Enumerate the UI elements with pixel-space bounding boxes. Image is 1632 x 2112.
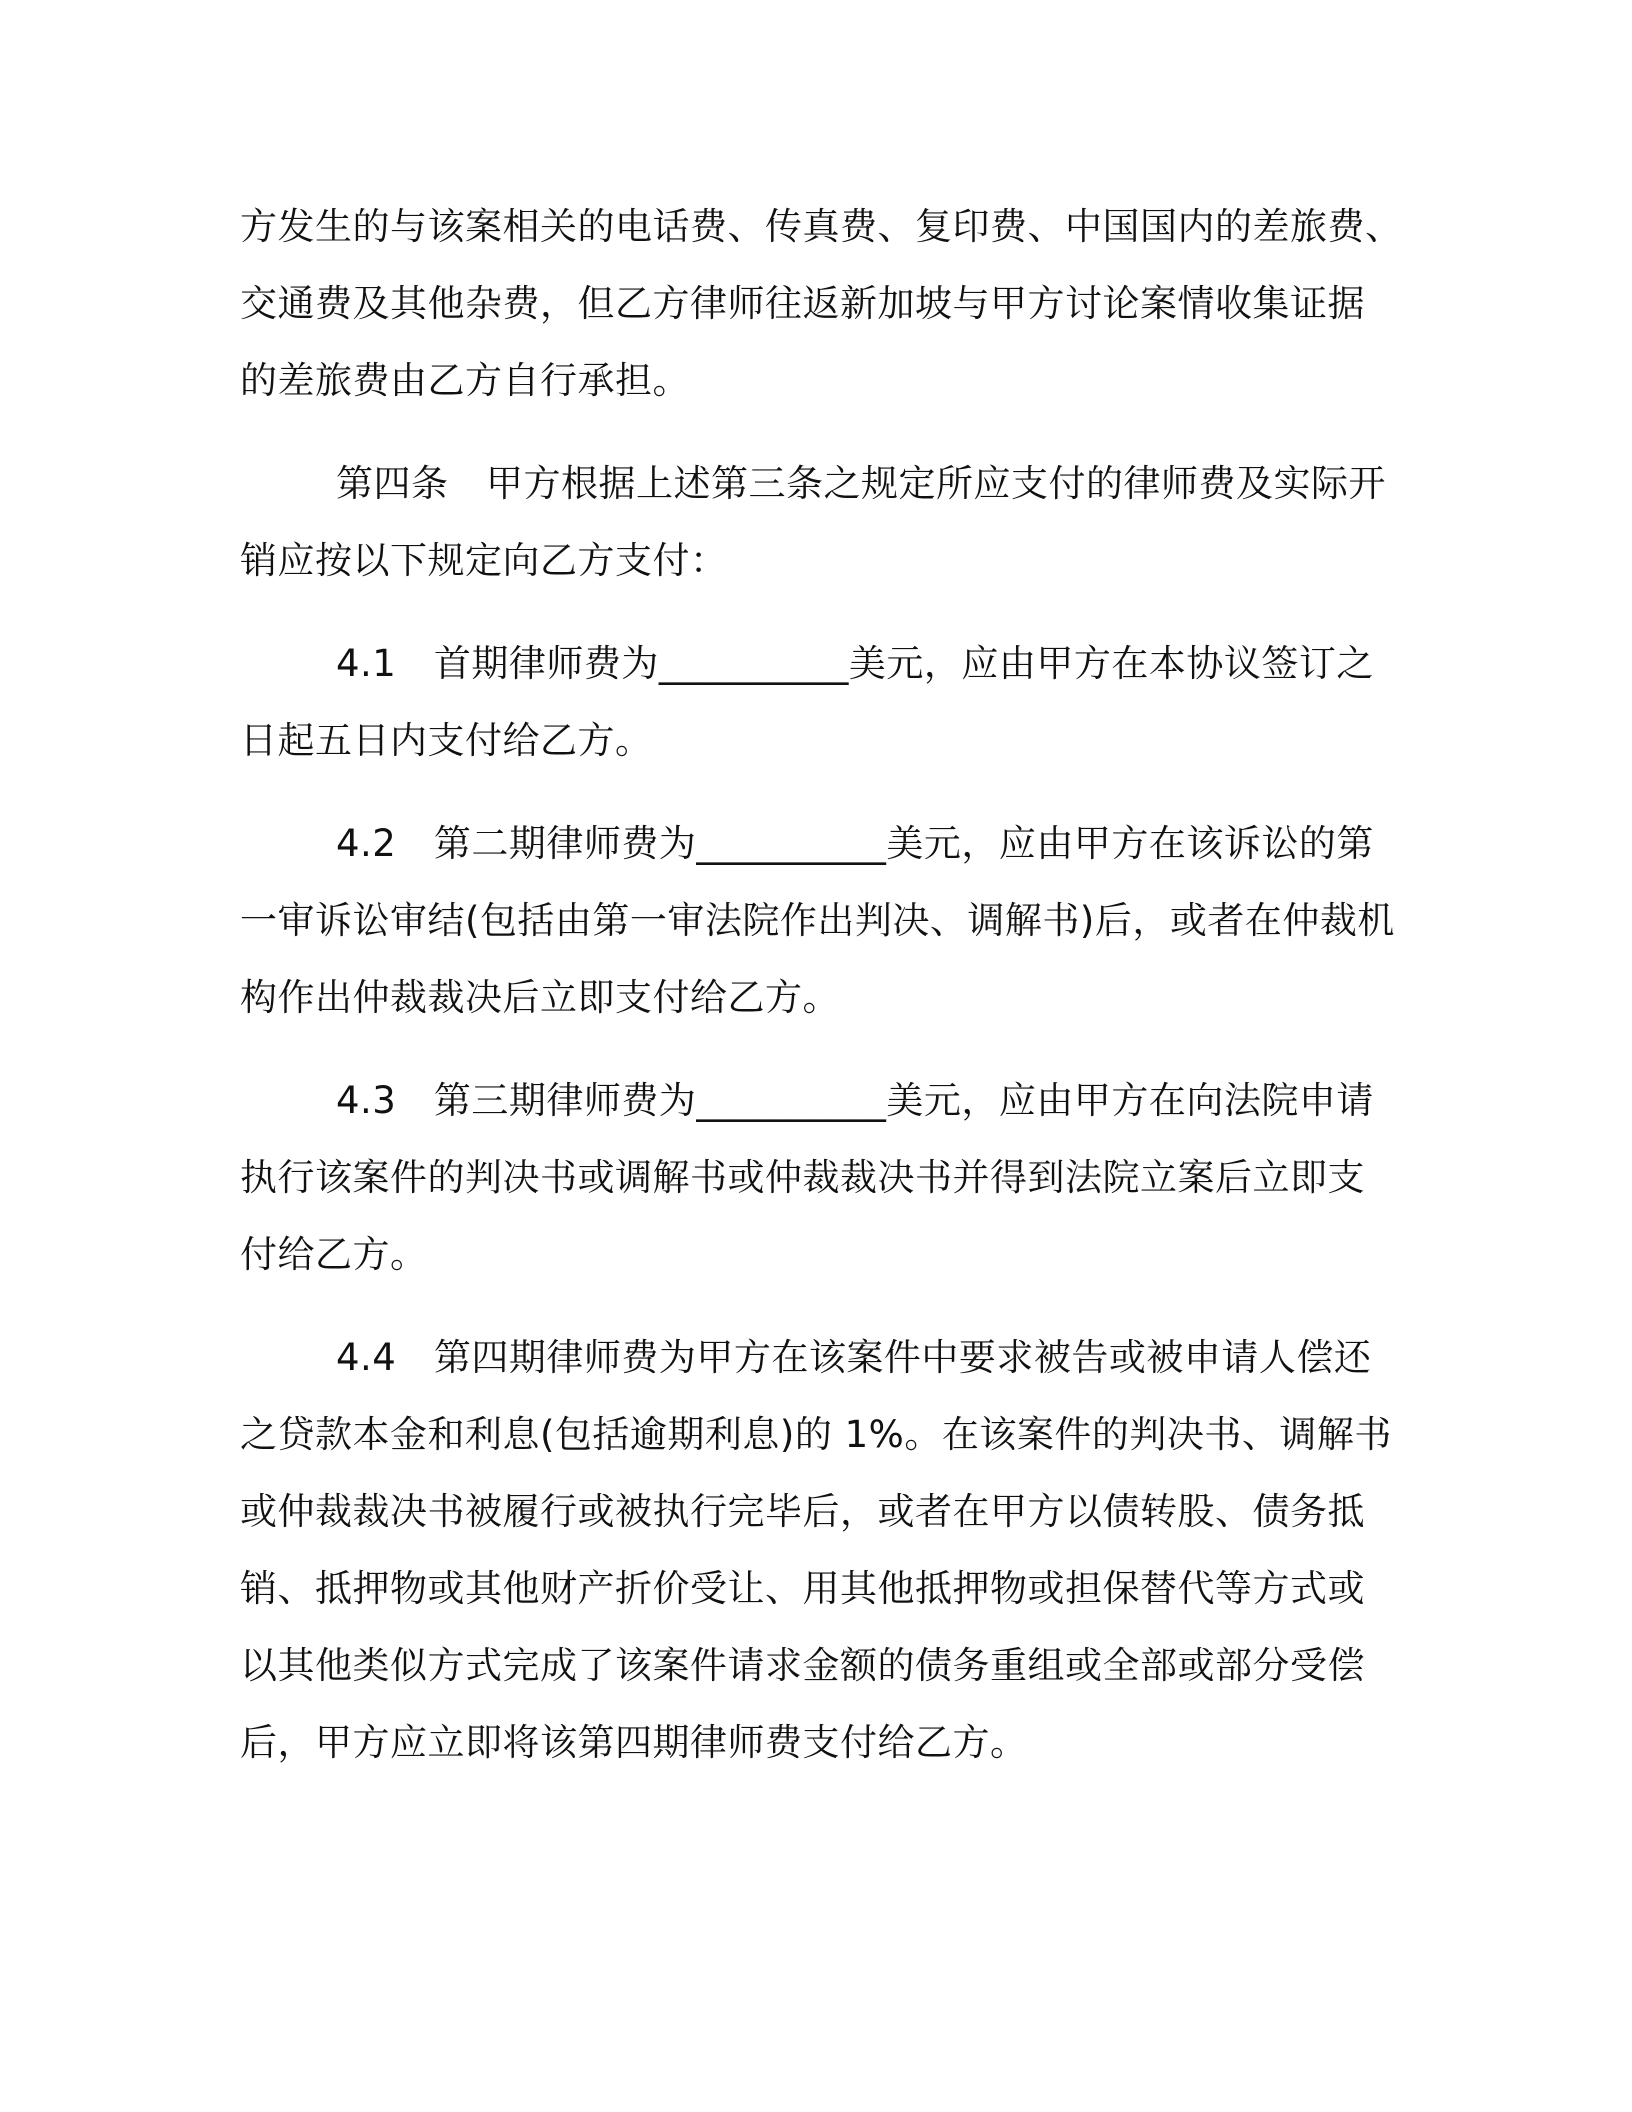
text-line: 后，甲方应立即将该第四期律师费支付给乙方。 — [240, 1721, 1028, 1764]
text-line: 第四条 甲方根据上述第三条之规定所应支付的律师费及实际开 — [336, 462, 1386, 505]
paragraph-spacer — [240, 1036, 1400, 1062]
paragraph-spacer — [240, 599, 1400, 625]
paragraph-spacer — [240, 779, 1400, 805]
text-line: 销应按以下规定向乙方支付： — [240, 539, 728, 582]
paragraph-article-4 — [240, 445, 1400, 599]
text-line: 之贷款本金和利息(包括逾期利息)的 1%。在该案件的判决书、调解书 — [240, 1413, 1392, 1456]
paragraph-spacer — [240, 1293, 1400, 1319]
document-page — [240, 188, 1403, 1781]
text-line: 交通费及其他杂费，但乙方律师往返新加坡与甲方讨论案情收集证据 — [240, 282, 1365, 325]
paragraph-clause-4-1 — [240, 625, 1400, 779]
paragraph-clause-4-2 — [240, 805, 1400, 1036]
text-line: 4.1 首期律师费为__________美元，应由甲方在本协议签订之 — [336, 642, 1374, 685]
paragraph-expenses — [240, 188, 1403, 419]
text-line: 销、抵押物或其他财产折价受让、用其他抵押物或担保替代等方式或 — [240, 1567, 1365, 1610]
text-line: 构作出仲裁裁决后立即支付给乙方。 — [240, 976, 840, 1019]
paragraph-spacer — [240, 419, 1400, 445]
text-line: 的差旅费由乙方自行承担。 — [240, 359, 690, 402]
text-line: 4.4 第四期律师费为甲方在该案件中要求被告或被申请人偿还 — [336, 1336, 1372, 1379]
text-line: 付给乙方。 — [240, 1233, 428, 1276]
text-line: 执行该案件的判决书或调解书或仲裁裁决书并得到法院立案后立即支 — [240, 1156, 1365, 1199]
text-line: 方发生的与该案相关的电话费、传真费、复印费、中国国内的差旅费、 — [240, 205, 1403, 248]
text-line: 一审诉讼审结(包括由第一审法院作出判决、调解书)后，或者在仲裁机 — [240, 899, 1395, 942]
text-line: 以其他类似方式完成了该案件请求金额的债务重组或全部或部分受偿 — [240, 1644, 1365, 1687]
text-line: 或仲裁裁决书被履行或被执行完毕后，或者在甲方以债转股、债务抵 — [240, 1490, 1365, 1533]
text-line: 4.2 第二期律师费为__________美元，应由甲方在该诉讼的第 — [336, 822, 1374, 865]
text-line: 日起五日内支付给乙方。 — [240, 719, 653, 762]
paragraph-clause-4-3 — [240, 1062, 1400, 1293]
text-line: 4.3 第三期律师费为__________美元，应由甲方在向法院申请 — [336, 1079, 1374, 1122]
paragraph-clause-4-4 — [240, 1319, 1400, 1781]
